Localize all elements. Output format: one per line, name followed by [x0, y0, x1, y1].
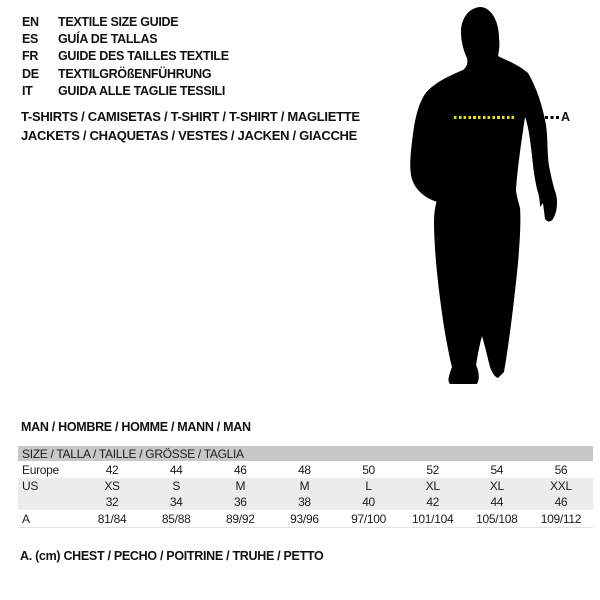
section-title-man: MAN / HOMBRE / HOMME / MANN / MAN: [21, 420, 251, 434]
table-cell: M: [235, 479, 246, 493]
size-table-header: SIZE / TALLA / TAILLE / GRÖSSE / TAGLIA: [18, 446, 593, 461]
table-cell: 48: [298, 462, 311, 477]
table-cell: 32: [105, 495, 119, 509]
language-label: GUÍA DE TALLAS: [58, 31, 158, 46]
table-cell: XL: [489, 479, 504, 493]
language-guide-list: [22, 13, 229, 99]
language-code: ES: [22, 31, 39, 46]
table-cell: 50: [362, 462, 375, 477]
table-cell: 101/104: [412, 511, 454, 526]
table-cell: XXL: [550, 479, 572, 493]
language-code: IT: [22, 83, 33, 98]
table-cell: 93/96: [290, 511, 319, 526]
table-cell: 52: [426, 462, 440, 477]
size-table: [18, 446, 593, 528]
table-cell: M: [299, 479, 310, 493]
table-cell: 46: [233, 462, 247, 477]
table-cell: XS: [104, 479, 120, 493]
table-cell: 46: [554, 495, 568, 509]
table-row: [18, 478, 593, 494]
category-jackets: JACKETS / CHAQUETAS / VESTES / JACKEN / GIACCHE: [21, 128, 357, 143]
list-item: [22, 48, 229, 65]
language-code: EN: [22, 14, 39, 29]
language-label: GUIDE DES TAILLES TEXTILE: [58, 49, 229, 64]
table-row: [18, 461, 593, 478]
measure-label-a: A: [561, 110, 571, 124]
table-cell: 105/108: [476, 511, 518, 526]
table-cell: 38: [298, 495, 311, 509]
table-cell: 81/84: [97, 511, 127, 526]
chest-measure-line-leader: [545, 116, 559, 119]
garment-categories: [21, 107, 360, 145]
table-row: [18, 510, 593, 528]
table-cell: 34: [169, 495, 183, 509]
row-label: US: [22, 479, 39, 493]
table-cell: 89/92: [226, 511, 255, 526]
table-cell: XL: [425, 479, 440, 493]
list-item: [22, 65, 229, 82]
list-item: [22, 30, 229, 47]
table-cell: 44: [169, 462, 183, 477]
man-silhouette: [402, 5, 562, 390]
chest-measure-line-on-body: [454, 116, 516, 119]
table-cell: 40: [362, 495, 375, 509]
measure-footnote: A. (cm) CHEST / PECHO / POITRINE / TRUHE / PETTO: [20, 549, 324, 563]
table-cell: 42: [426, 495, 440, 509]
language-code: DE: [22, 66, 39, 81]
table-row: [18, 494, 593, 510]
table-cell: 85/88: [161, 511, 191, 526]
language-label: GUIDA ALLE TAGLIE TESSILI: [58, 83, 226, 98]
language-code: FR: [22, 49, 39, 64]
row-label: A: [22, 511, 30, 526]
table-cell: S: [172, 479, 181, 493]
language-label: TEXTILE SIZE GUIDE: [58, 14, 179, 29]
list-item: [22, 82, 229, 99]
table-cell: 42: [105, 462, 119, 477]
table-cell: 109/112: [540, 511, 582, 526]
table-cell: 36: [233, 495, 247, 509]
table-cell: 97/100: [351, 511, 387, 526]
language-label: TEXTILGRÖßENFÜHRUNG: [58, 66, 212, 81]
row-label: Europe: [22, 462, 59, 477]
table-cell: L: [365, 479, 372, 493]
category-tshirts: T-SHIRTS / CAMISETAS / T-SHIRT / T-SHIRT / MAGLIETTE: [21, 109, 360, 124]
list-item: [22, 13, 229, 30]
table-cell: 56: [554, 462, 568, 477]
table-cell: 54: [490, 462, 504, 477]
table-cell: 44: [490, 495, 504, 509]
